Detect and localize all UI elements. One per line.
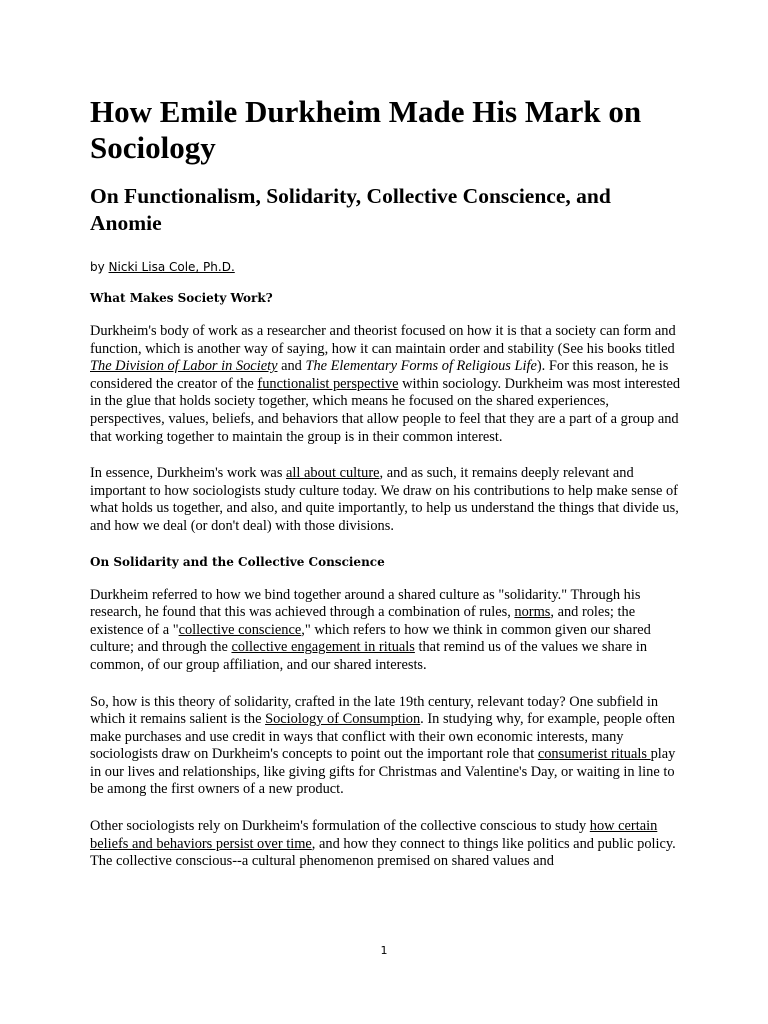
paragraph-text: Other sociologists rely on Durkheim's formulation of the collective conscious to study [90, 818, 590, 835]
beliefs-persist-link[interactable]: how certain beliefs and behaviors persist over time [90, 818, 658, 852]
consumerist-rituals-link[interactable]: consumerist rituals [537, 746, 651, 763]
document-body [90, 94, 682, 871]
norms-link[interactable]: norms [514, 604, 551, 621]
all-about-culture-link[interactable]: all about culture [286, 465, 380, 482]
page-number: 1 [380, 944, 388, 957]
collective-rituals-link[interactable]: collective engagement in rituals [231, 639, 415, 656]
paragraph-text: In essence, Durkheim's work was [90, 465, 287, 482]
paragraph-text: Durkheim referred to how we bind together around a shared culture as "solidarity." Through his research, he found that this was achieved through a combination of rules, [90, 586, 641, 621]
section-heading-solidarity: On Solidarity and the Collective Conscience [90, 554, 385, 569]
collective-conscience-link[interactable]: collective conscience [178, 621, 302, 638]
paragraph-text: , and how they connect to things like politics and public policy. The collective conscious--a cultural phenomenon premised on shared values and [90, 835, 676, 870]
functionalist-perspective-link[interactable]: functionalist perspective [257, 375, 399, 392]
paragraph-text: ," which refers to how we think in common given our shared culture; and through the [90, 621, 651, 656]
sociology-of-consumption-link[interactable]: Sociology of Consumption [265, 711, 421, 728]
author-link[interactable]: Nicki Lisa Cole, Ph.D. [108, 260, 235, 274]
paragraph-text: . In studying why, for example, people often make purchases and use credit in ways that conflict with their own economic interests, many sociologists draw on Durkheim's concepts to point out the important role that [90, 711, 676, 763]
section-heading-society: What Makes Society Work? [90, 291, 273, 305]
paragraph-text: So, how is this theory of solidarity, crafted in the late 19th century, relevant today? One subfield in which it remains salient is the [90, 693, 659, 728]
paragraph-2 [90, 465, 682, 535]
book-title-elementary-forms: The Elementary Forms of Religious Life [305, 358, 537, 375]
paragraph-4 [90, 694, 682, 800]
paragraph-1 [90, 323, 682, 446]
byline-prefix: by [90, 260, 109, 274]
paragraph-text: and [277, 358, 306, 375]
paragraph-text: , and roles; the existence of a " [90, 604, 636, 638]
paragraph-text: within sociology. Durkheim was most interested in the glue that holds society together, which means he focused on the shared experiences, perspectives, values, beliefs, and behaviors that allow people to feel that they are a part of a group and that working together to maintain the group is in their common interest. [90, 375, 681, 445]
byline [90, 259, 682, 275]
page-subtitle: On Functionalism, Solidarity, Collective Conscience, and Anomie [90, 184, 611, 235]
page-title: How Emile Durkheim Made His Mark on Sociology [90, 94, 642, 165]
paragraph-3 [90, 587, 682, 675]
paragraph-text: , and as such, it remains deeply relevant and important to how sociologists study culture today. We draw on his contributions to help make sense of what holds us together, and also, and quite importantly, to help us understand the things that divide us, and how we deal (or don't deal) with those divisions. [90, 465, 679, 534]
paragraph-text: ). For this reason, he is considered the creator of the [90, 358, 669, 392]
paragraph-text: play in our lives and relationships, like giving gifts for Christmas and Valentine's Day, or waiting in line to be among the first owners of a new product. [90, 746, 676, 798]
paragraph-5 [90, 818, 682, 871]
paragraph-text: that remind us of the values we share in common, of our group affiliation, and our shared interests. [90, 639, 648, 673]
book-link-division-of-labor[interactable]: The Division of Labor in Society [90, 358, 278, 375]
paragraph-text: Durkheim's body of work as a researcher and theorist focused on how it is that a society can form and function, which is another way of saying, how it can maintain order and stability (See his books titled [90, 323, 676, 357]
